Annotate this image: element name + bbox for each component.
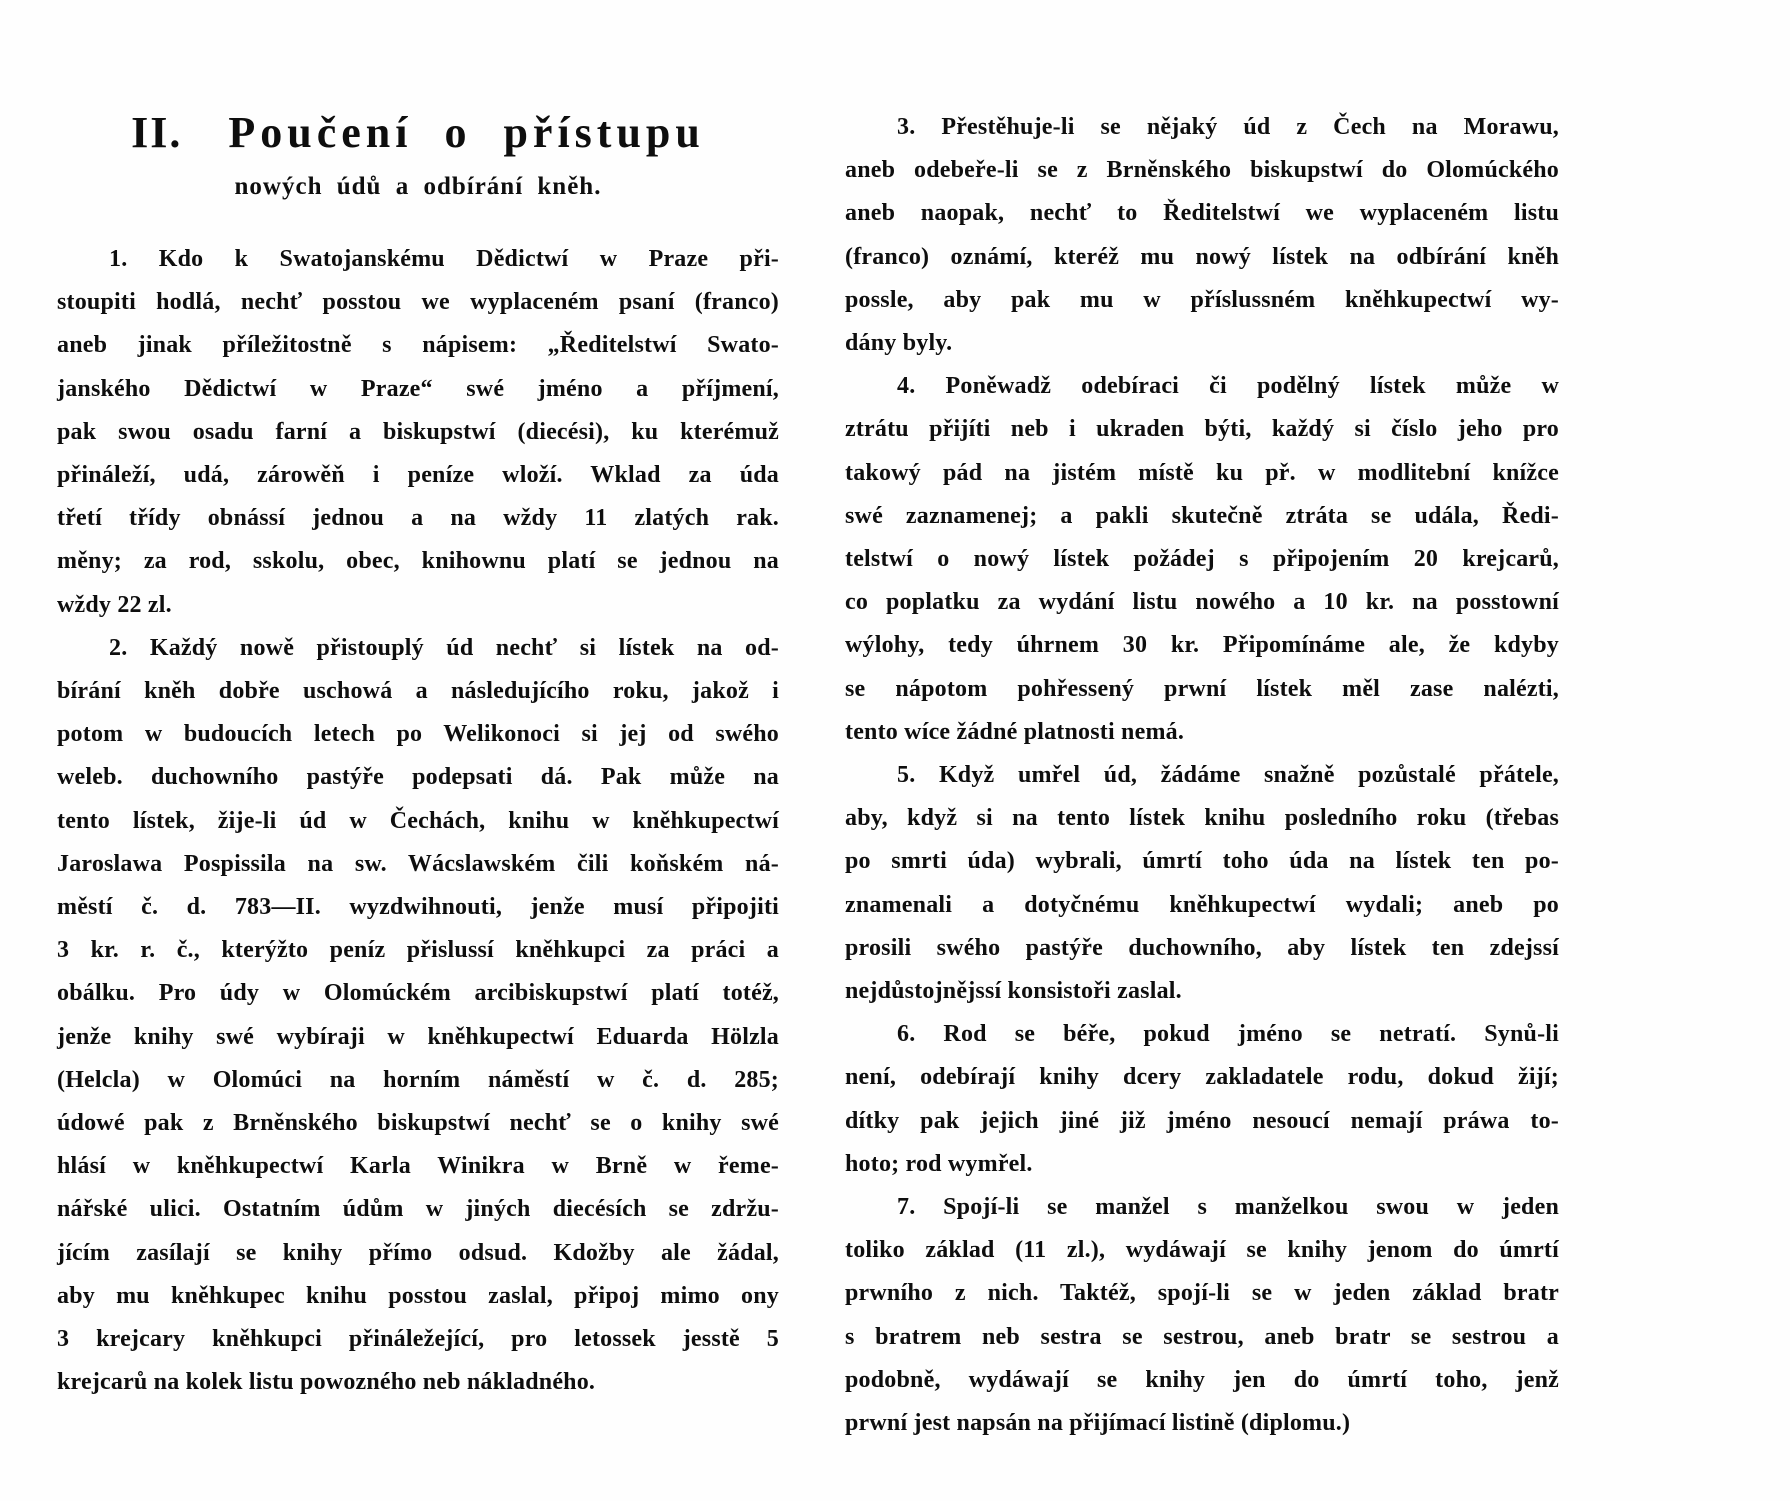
text-line: krejcarů na kolek listu powozného neb nákladného. (57, 1369, 596, 1396)
text-line: prosili swého pastýře duchowního, aby lístek ten zdejssí (845, 934, 1559, 961)
text-line: dítky pak jejich jiné již jméno nesoucí nemají práwa to- (845, 1107, 1559, 1134)
text-line: dány byly. (845, 330, 953, 357)
text-line: takowý pád na jistém místě ku př. w modlitební knížce (845, 459, 1559, 486)
text-line: telstwí o nowý lístek požádej s připojením 20 krejcarů, (845, 546, 1559, 573)
text-line: 3 krejcary kněhkupci přináležející, pro letossek jesstě 5 (57, 1326, 779, 1353)
text-line: tento wíce žádné platnosti nemá. (845, 718, 1185, 745)
text-line: wždy 22 zl. (57, 591, 172, 618)
section-title: Poučení o přístupu (228, 108, 705, 157)
text-line: ztrátu přijíti neb i ukraden býti, každý si číslo jeho pro (845, 416, 1559, 443)
text-line: aneb naopak, nechť to Ředitelstwí we wyplaceném listu (845, 200, 1559, 227)
text-line: 7. Spojí-li se manžel s manželkou swou w jeden (897, 1194, 1559, 1221)
text-line: prwního z nich. Taktéž, spojí-li se w jeden základ bratr (845, 1280, 1559, 1307)
text-line: jícím zasílají se knihy přímo odsud. Kdožby ale žádal, (57, 1239, 779, 1266)
text-line: není, odebírají knihy dcery zakladatele rodu, dokud žijí; (845, 1064, 1559, 1091)
text-line: měny; za rod, sskolu, obec, knihownu platí se jednou na (57, 548, 779, 575)
text-line: (Helcla) w Olomúci na horním náměstí w č. d. 285; (57, 1066, 779, 1093)
section-numeral: II. (131, 108, 183, 157)
text-line: nářské ulici. Ostatním údům w jiných diecésích se zdržu- (57, 1196, 779, 1223)
left-column (57, 0, 779, 1404)
text-line: aby, když si na tento lístek knihu posledního roku (třebas (845, 805, 1559, 832)
text-line: 1. Kdo k Swatojanskému Dědictwí w Praze při- (109, 246, 779, 272)
paragraph (57, 238, 779, 627)
text-line: aneb odebeře-li se z Brněnského biskupstwí do Olomúckého (845, 157, 1559, 184)
text-line: aby mu kněhkupec knihu posstou zaslal, připoj mimo ony (57, 1282, 779, 1309)
text-line: údowé pak z Brněnského biskupstwí nechť se o knihy swé (57, 1110, 779, 1137)
text-line: 2. Každý nowě přistouplý úd nechť si lístek na od- (109, 634, 779, 661)
text-line: stoupiti hodlá, nechť posstou we wyplaceném psaní (franco) (57, 289, 779, 316)
text-line: bírání kněh dobře uschowá a následujícího roku, jakož i (57, 678, 779, 705)
text-line: podobně, wydáwají se knihy jen do úmrtí toho, jenž (845, 1366, 1559, 1393)
text-line: po smrti úda) wybrali, úmrtí toho úda na lístek ten po- (845, 848, 1559, 875)
text-line: městí č. d. 783—II. wyzdwihnouti, jenže musí připojiti (57, 894, 779, 921)
paragraph (845, 1186, 1559, 1445)
text-line: aneb jinak příležitostně s nápisem: „Ředitelstwí Swato- (57, 332, 779, 359)
text-line: pak swou osadu farní a biskupstwí (diecési), ku kterémuž (57, 418, 779, 445)
text-line: znamenali a dotyčnému kněhkupectwí wydali; aneb po (845, 891, 1559, 918)
text-line: Jaroslawa Pospissila na sw. Wácslawském čili koňském ná- (57, 850, 779, 877)
text-line: s bratrem neb sestra se sestrou, aneb bratr se sestrou a (845, 1323, 1559, 1350)
text-line: hoto; rod wymřel. (845, 1150, 1033, 1177)
paragraph (845, 365, 1559, 754)
text-line: 3 kr. r. č., kterýžto peníz přislussí kněhkupci za práci a (57, 937, 779, 964)
text-line: prwní jest napsán na přijímací listině (diplomu.) (845, 1410, 1351, 1437)
text-line: se nápotom pohřessený prwní lístek měl zase nalézti, (845, 675, 1559, 702)
paragraph (845, 754, 1559, 1013)
text-line: třetí třídy obnássí jednou a na wždy 11 zlatých rak. (57, 505, 779, 532)
text-line: 4. Poněwadž odebíraci či podělný lístek může w (897, 373, 1559, 400)
text-line: potom w budoucích letech po Welikonoci si jej od swého (57, 721, 779, 748)
text-line: přináleží, udá, zárowěň i peníze wloží. Wklad za úda (57, 462, 779, 489)
text-line: tento lístek, žije-li úd w Čechách, knihu w kněhkupectwí (57, 807, 779, 834)
text-line: co poplatku za wydání listu nowého a 10 kr. na posstowní (845, 589, 1559, 616)
text-line: weleb. duchowního pastýře podepsati dá. Pak může na (57, 764, 779, 791)
text-line: (franco) oznámí, kteréž mu nowý lístek na odbírání kněh (845, 243, 1559, 270)
section-subtitle: nowých údů a odbírání kněh. (234, 173, 602, 200)
paragraph (845, 106, 1559, 365)
text-line: possle, aby pak mu w příslussném kněhkupectwí wy- (845, 286, 1559, 313)
text-line: 6. Rod se béře, pokud jméno se netratí. Synů-li (897, 1021, 1559, 1048)
text-line: obálku. Pro údy w Olomúckém arcibiskupstwí platí totéž, (57, 980, 779, 1007)
text-line: swé zaznamenej; a pakli skutečně ztráta se udála, Ředi- (845, 502, 1559, 529)
text-line: toliko základ (11 zl.), wydáwají se knihy jenom do úmrtí (845, 1237, 1559, 1264)
text-line: janského Dědictwí w Praze“ swé jméno a příjmení, (57, 375, 779, 402)
text-line: nejdůstojnějssí konsistoři zaslal. (845, 978, 1182, 1005)
right-column (845, 0, 1559, 1445)
text-line: 3. Přestěhuje-li se nějaký úd z Čech na Morawu, (897, 114, 1559, 140)
text-line: wýlohy, tedy úhrnem 30 kr. Připomínáme ale, že kdyby (845, 632, 1559, 659)
text-line: hlásí w kněhkupectwí Karla Winikra w Brně w řeme- (57, 1153, 779, 1180)
text-line: 5. Když umřel úd, žádáme snažně pozůstalé přátele, (897, 762, 1559, 789)
right-column-paragraphs (845, 0, 1559, 1445)
section-heading (57, 96, 779, 170)
paragraph (845, 1013, 1559, 1186)
paragraph (57, 627, 779, 1405)
left-column-paragraphs (57, 204, 779, 1404)
text-line: jenže knihy swé wybíraji w kněhkupectwí Eduarda Hölzla (57, 1023, 779, 1050)
